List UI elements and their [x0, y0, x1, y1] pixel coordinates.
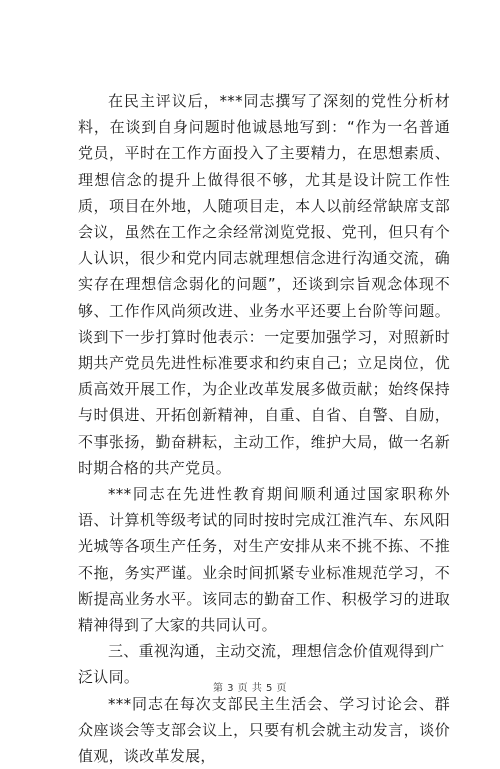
- page-number-footer: 第 3 页 共 5 页: [212, 683, 288, 694]
- paragraph-self-analysis: 在民主评议后，***同志撰写了深刻的党性分析材料，在谈到自身问题时他诚恳地写到：“作为一名普通党员，平时在工作方面投入了主要精力，在思想素质、理想信念的提升上做得很不够，尤其是设计院工作性质，项目在外地，人随项目走，本人以前经常缺席支部会议，虽然在工作之余经常浏览党报、党刊，但只有个人认识，很少和党内同志就理想信念进行沟通交流，确实存在理想信念弱化的问题”，还谈到宗旨观念体现不够、工作作风尚须改进、业务水平还要上台阶等问题。谈到下一步打算时他表示：一定要加强学习，对照新时期共产党员先进性标准要求和约束自己；立足岗位，优质高效开展工作，为企业改革发展多做贡献；始终保持与时俱进、开拓创新精神，自重、自省、自警、自励，不事张扬，勤奋耕耘，主动工作，维护大局，做一名新时期合格的共产党员。: [78, 92, 450, 477]
- section-heading-communication: 三、重视沟通，主动交流，理想信念价值观得到广泛认同。: [78, 642, 445, 687]
- paragraph-meetings: ***同志在每次支部民主生活会、学习讨论会、群众座谈会等支部会议上，只要有机会就主动发言，谈价值观，谈改革发展，: [78, 694, 450, 766]
- paragraph-advanced-education: ***同志在先进性教育期间顺利通过国家职称外语、计算机等级考试的同时按时完成江淮汽车、东风阳光城等各项生产任务，对生产安排从来不挑不拣、不推不拖，务实严谨。业余时间抓紧专业标准规范学习，不断提高业务水平。该同志的勤奋工作、积极学习的进取精神得到了大家的共同认可。: [78, 485, 450, 635]
- document-body: [78, 88, 450, 769]
